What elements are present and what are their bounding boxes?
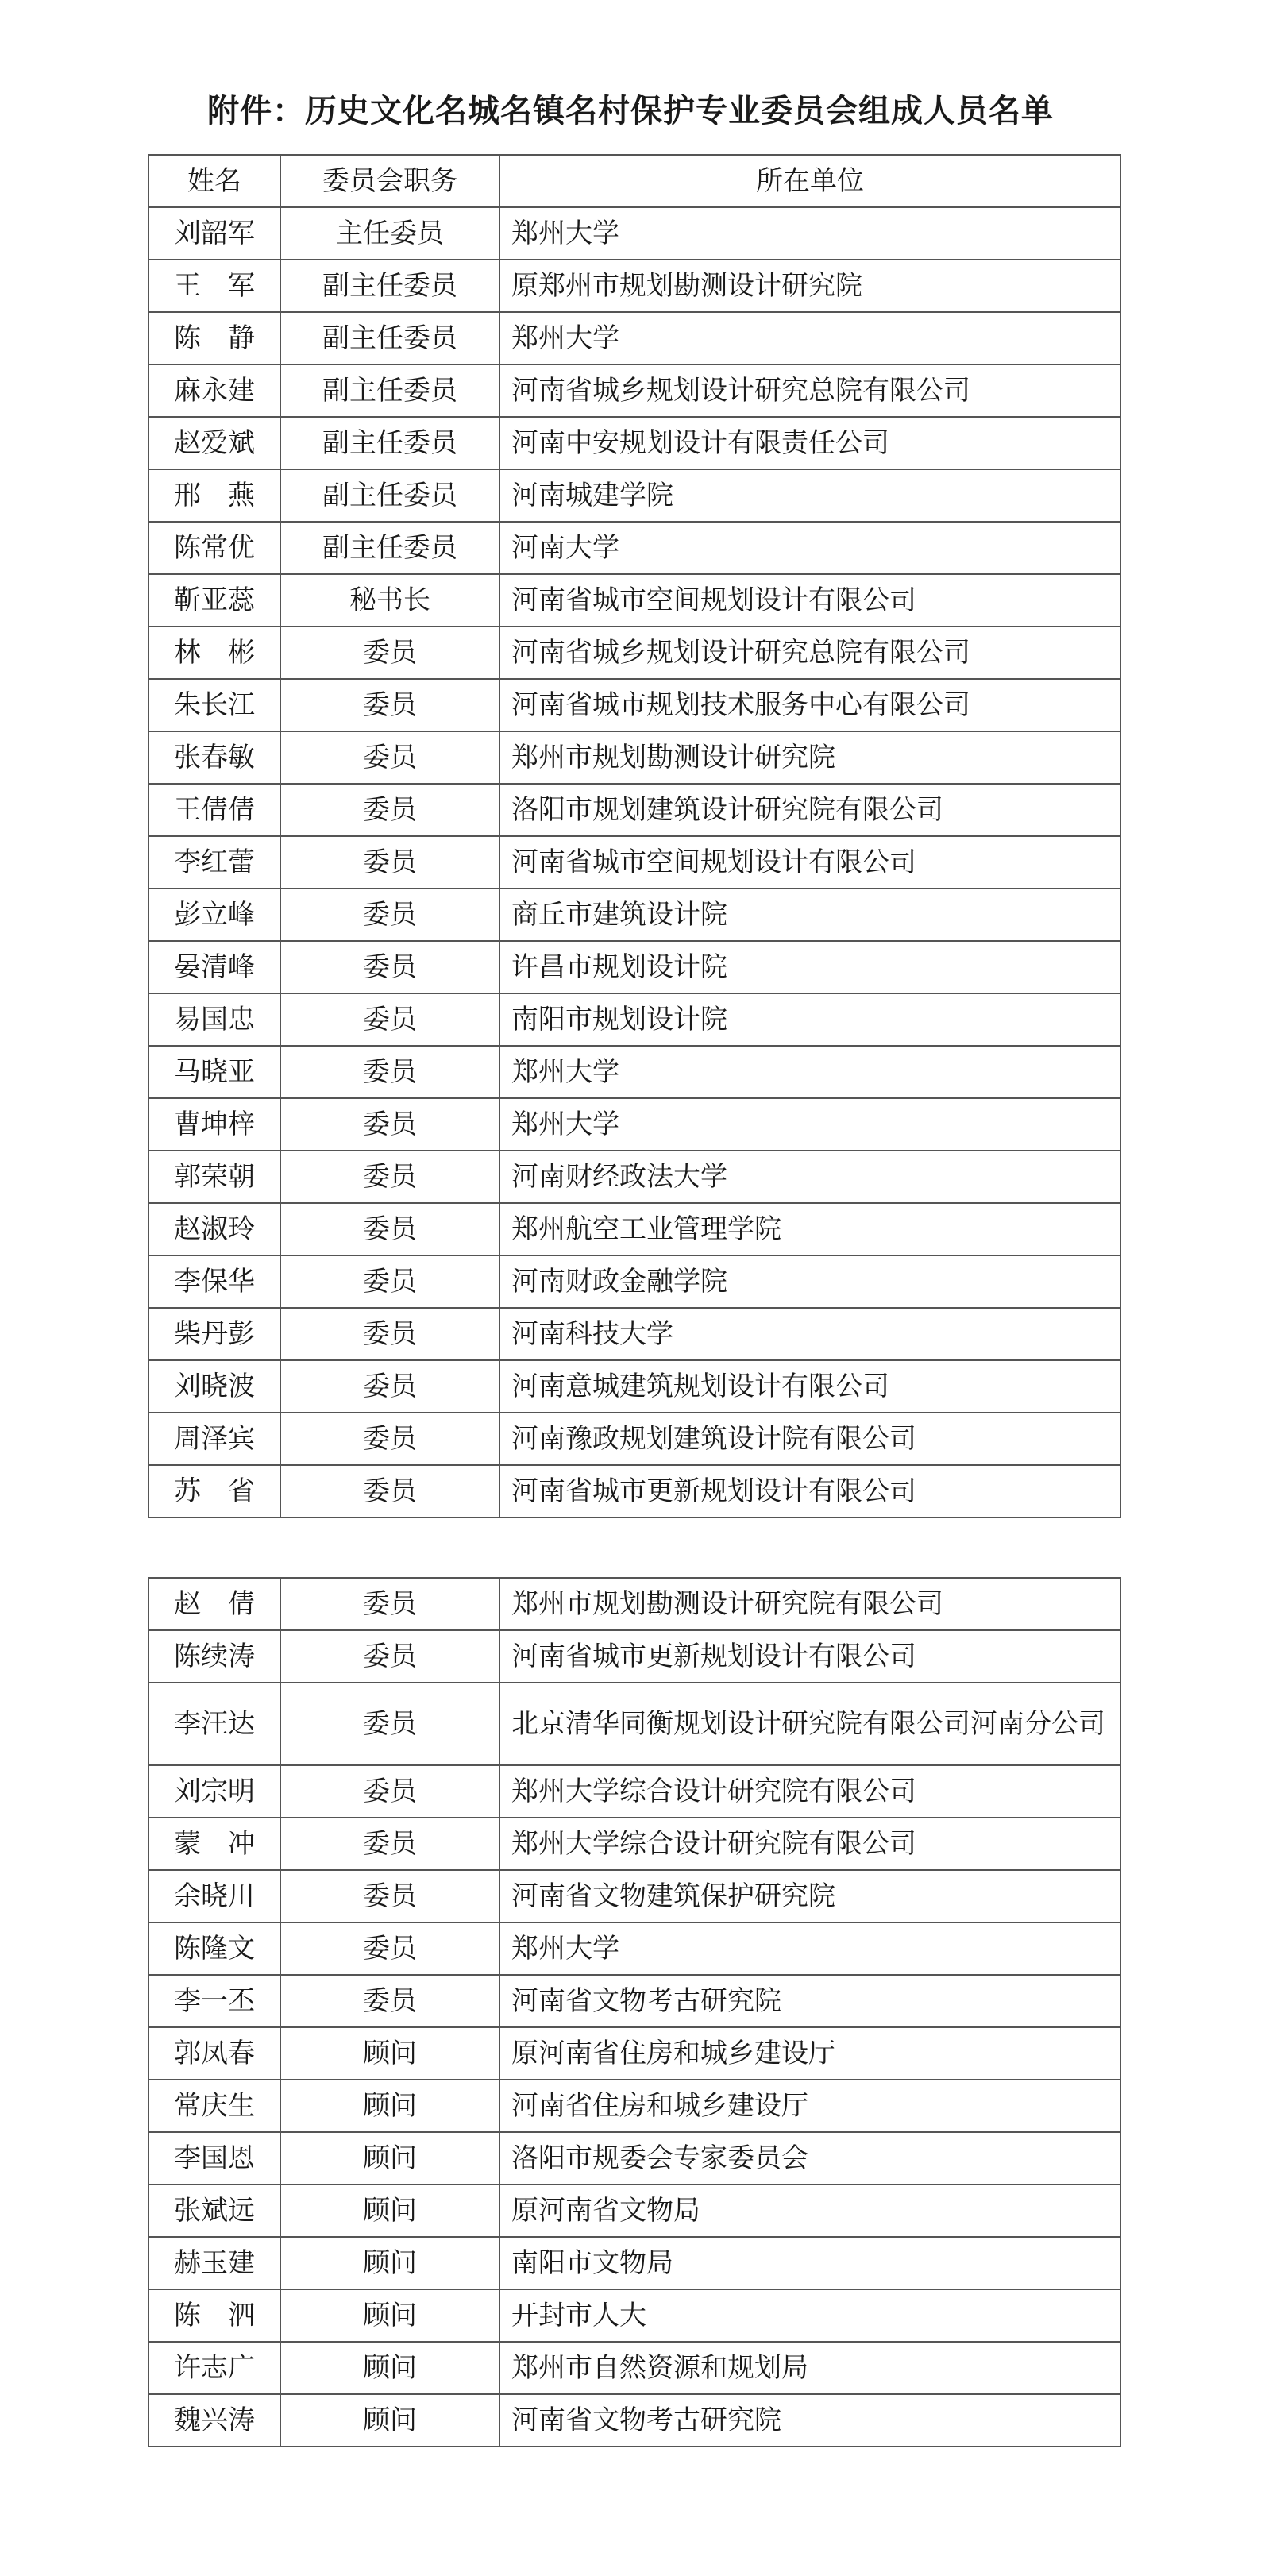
member-role: 委员 bbox=[280, 1818, 499, 1870]
member-role: 委员 bbox=[280, 1046, 499, 1098]
member-unit: 河南省城市规划技术服务中心有限公司 bbox=[499, 679, 1120, 731]
member-role: 委员 bbox=[280, 1465, 499, 1517]
member-name: 李保华 bbox=[148, 1255, 280, 1308]
member-unit: 郑州大学 bbox=[499, 207, 1120, 260]
member-name: 赫玉建 bbox=[148, 2237, 280, 2289]
member-name: 郭荣朝 bbox=[148, 1151, 280, 1203]
member-role: 委员 bbox=[280, 1578, 499, 1630]
member-unit: 河南省城乡规划设计研究总院有限公司 bbox=[499, 627, 1120, 679]
member-role: 顾问 bbox=[280, 2289, 499, 2342]
member-unit: 商丘市建筑设计院 bbox=[499, 889, 1120, 941]
member-unit: 郑州大学综合设计研究院有限公司 bbox=[499, 1818, 1120, 1870]
member-table-page2 bbox=[148, 1577, 1121, 2447]
member-role: 委员 bbox=[280, 1098, 499, 1151]
member-name: 李红蕾 bbox=[148, 836, 280, 889]
member-unit: 郑州大学 bbox=[499, 1098, 1120, 1151]
member-name: 郭凤春 bbox=[148, 2027, 280, 2080]
member-role: 顾问 bbox=[280, 2027, 499, 2080]
table-row bbox=[148, 1255, 1120, 1308]
member-name: 周泽宾 bbox=[148, 1413, 280, 1465]
table-row bbox=[148, 1203, 1120, 1255]
member-name: 赵 倩 bbox=[148, 1578, 280, 1630]
table-row bbox=[148, 1046, 1120, 1098]
member-role: 委员 bbox=[280, 1975, 499, 2027]
member-role: 委员 bbox=[280, 1765, 499, 1818]
member-unit: 洛阳市规委会专家委员会 bbox=[499, 2132, 1120, 2185]
table-row bbox=[148, 784, 1120, 836]
member-name: 陈续涛 bbox=[148, 1630, 280, 1683]
member-name: 林 彬 bbox=[148, 627, 280, 679]
table-row bbox=[148, 1765, 1120, 1818]
member-role: 主任委员 bbox=[280, 207, 499, 260]
member-unit: 郑州大学 bbox=[499, 1922, 1120, 1975]
document-title: 附件：历史文化名城名镇名村保护专业委员会组成人员名单 bbox=[207, 93, 1054, 129]
member-unit: 河南省城市更新规划设计有限公司 bbox=[499, 1630, 1120, 1683]
table-row bbox=[148, 1975, 1120, 2027]
table-row bbox=[148, 469, 1120, 522]
member-unit: 郑州市规划勘测设计研究院有限公司 bbox=[499, 1578, 1120, 1630]
member-role: 委员 bbox=[280, 1255, 499, 1308]
member-unit: 河南意城建筑规划设计有限公司 bbox=[499, 1360, 1120, 1413]
table-row bbox=[148, 627, 1120, 679]
member-unit: 河南省城市空间规划设计有限公司 bbox=[499, 836, 1120, 889]
table-row bbox=[148, 2394, 1120, 2447]
member-name: 曹坤梓 bbox=[148, 1098, 280, 1151]
member-role: 顾问 bbox=[280, 2237, 499, 2289]
member-name: 刘韶军 bbox=[148, 207, 280, 260]
member-role: 顾问 bbox=[280, 2132, 499, 2185]
member-unit: 河南城建学院 bbox=[499, 469, 1120, 522]
member-name: 李一丕 bbox=[148, 1975, 280, 2027]
member-name: 陈隆文 bbox=[148, 1922, 280, 1975]
member-name: 柴丹彭 bbox=[148, 1308, 280, 1360]
member-role: 委员 bbox=[280, 1630, 499, 1683]
member-name: 蒙 冲 bbox=[148, 1818, 280, 1870]
member-name: 许志广 bbox=[148, 2342, 280, 2394]
member-role: 委员 bbox=[280, 1151, 499, 1203]
table-row bbox=[148, 522, 1120, 574]
member-unit: 河南财经政法大学 bbox=[499, 1151, 1120, 1203]
member-unit: 郑州大学 bbox=[499, 312, 1120, 364]
member-role: 委员 bbox=[280, 627, 499, 679]
table-row bbox=[148, 312, 1120, 364]
member-unit: 河南科技大学 bbox=[499, 1308, 1120, 1360]
member-unit: 河南省城乡规划设计研究总院有限公司 bbox=[499, 364, 1120, 417]
member-unit: 郑州市自然资源和规划局 bbox=[499, 2342, 1120, 2394]
member-role: 副主任委员 bbox=[280, 417, 499, 469]
member-unit: 河南省文物考古研究院 bbox=[499, 2394, 1120, 2447]
member-role: 秘书长 bbox=[280, 574, 499, 627]
member-role: 委员 bbox=[280, 993, 499, 1046]
table-row bbox=[148, 1683, 1120, 1765]
member-name: 陈 静 bbox=[148, 312, 280, 364]
table-row bbox=[148, 679, 1120, 731]
member-unit: 河南财政金融学院 bbox=[499, 1255, 1120, 1308]
member-name: 易国忠 bbox=[148, 993, 280, 1046]
member-name: 麻永建 bbox=[148, 364, 280, 417]
table-row bbox=[148, 2342, 1120, 2394]
table-row bbox=[148, 1922, 1120, 1975]
member-unit: 河南省文物考古研究院 bbox=[499, 1975, 1120, 2027]
table-row bbox=[148, 1578, 1120, 1630]
member-name: 马晓亚 bbox=[148, 1046, 280, 1098]
member-unit: 河南省住房和城乡建设厅 bbox=[499, 2080, 1120, 2132]
member-name: 陈常优 bbox=[148, 522, 280, 574]
member-unit: 河南豫政规划建筑设计院有限公司 bbox=[499, 1413, 1120, 1465]
table-row bbox=[148, 731, 1120, 784]
member-role: 委员 bbox=[280, 784, 499, 836]
member-role: 委员 bbox=[280, 1922, 499, 1975]
member-name: 李国恩 bbox=[148, 2132, 280, 2185]
member-role: 顾问 bbox=[280, 2394, 499, 2447]
table-row bbox=[148, 1413, 1120, 1465]
member-name: 彭立峰 bbox=[148, 889, 280, 941]
member-role: 委员 bbox=[280, 1203, 499, 1255]
table-row bbox=[148, 364, 1120, 417]
table-row bbox=[148, 417, 1120, 469]
table-row bbox=[148, 941, 1120, 993]
member-role: 委员 bbox=[280, 836, 499, 889]
member-role: 顾问 bbox=[280, 2080, 499, 2132]
header-unit: 所在单位 bbox=[499, 155, 1120, 207]
table-row bbox=[148, 2080, 1120, 2132]
member-role: 委员 bbox=[280, 1308, 499, 1360]
member-role: 副主任委员 bbox=[280, 469, 499, 522]
table-row bbox=[148, 1465, 1120, 1517]
table-row bbox=[148, 1360, 1120, 1413]
member-unit: 河南省城市空间规划设计有限公司 bbox=[499, 574, 1120, 627]
member-unit: 河南中安规划设计有限责任公司 bbox=[499, 417, 1120, 469]
member-table-page1 bbox=[148, 154, 1121, 1518]
member-role: 顾问 bbox=[280, 2342, 499, 2394]
member-unit: 河南大学 bbox=[499, 522, 1120, 574]
member-unit: 河南省文物建筑保护研究院 bbox=[499, 1870, 1120, 1922]
member-unit: 郑州航空工业管理学院 bbox=[499, 1203, 1120, 1255]
header-name: 姓名 bbox=[148, 155, 280, 207]
table-row bbox=[148, 836, 1120, 889]
member-name: 刘晓波 bbox=[148, 1360, 280, 1413]
member-name: 刘宗明 bbox=[148, 1765, 280, 1818]
member-unit: 河南省城市更新规划设计有限公司 bbox=[499, 1465, 1120, 1517]
member-unit: 南阳市文物局 bbox=[499, 2237, 1120, 2289]
member-role: 副主任委员 bbox=[280, 364, 499, 417]
member-unit: 南阳市规划设计院 bbox=[499, 993, 1120, 1046]
table-row bbox=[148, 574, 1120, 627]
member-role: 委员 bbox=[280, 1413, 499, 1465]
member-unit: 洛阳市规划建筑设计研究院有限公司 bbox=[499, 784, 1120, 836]
table-row bbox=[148, 1098, 1120, 1151]
member-role: 委员 bbox=[280, 889, 499, 941]
member-unit: 原郑州市规划勘测设计研究院 bbox=[499, 260, 1120, 312]
member-role: 委员 bbox=[280, 1870, 499, 1922]
member-unit: 北京清华同衡规划设计研究院有限公司河南分公司 bbox=[499, 1683, 1120, 1765]
table-row bbox=[148, 2027, 1120, 2080]
member-name: 张春敏 bbox=[148, 731, 280, 784]
member-unit: 原河南省文物局 bbox=[499, 2185, 1120, 2237]
member-name: 苏 省 bbox=[148, 1465, 280, 1517]
member-name: 赵爱斌 bbox=[148, 417, 280, 469]
member-name: 陈 泗 bbox=[148, 2289, 280, 2342]
table-row bbox=[148, 993, 1120, 1046]
member-name: 魏兴涛 bbox=[148, 2394, 280, 2447]
table-row bbox=[148, 2237, 1120, 2289]
member-name: 邢 燕 bbox=[148, 469, 280, 522]
member-name: 常庆生 bbox=[148, 2080, 280, 2132]
table-row bbox=[148, 2132, 1120, 2185]
member-unit: 原河南省住房和城乡建设厅 bbox=[499, 2027, 1120, 2080]
member-role: 副主任委员 bbox=[280, 312, 499, 364]
member-name: 晏清峰 bbox=[148, 941, 280, 993]
member-role: 委员 bbox=[280, 1683, 499, 1765]
member-name: 李汪达 bbox=[148, 1683, 280, 1765]
member-role: 副主任委员 bbox=[280, 522, 499, 574]
header-role: 委员会职务 bbox=[280, 155, 499, 207]
member-name: 靳亚蕊 bbox=[148, 574, 280, 627]
member-role: 顾问 bbox=[280, 2185, 499, 2237]
member-role: 委员 bbox=[280, 1360, 499, 1413]
table-row bbox=[148, 207, 1120, 260]
table-row bbox=[148, 889, 1120, 941]
table-row bbox=[148, 1870, 1120, 1922]
member-name: 朱长江 bbox=[148, 679, 280, 731]
table-row bbox=[148, 1151, 1120, 1203]
member-role: 委员 bbox=[280, 731, 499, 784]
member-name: 王 军 bbox=[148, 260, 280, 312]
member-name: 赵淑玲 bbox=[148, 1203, 280, 1255]
table-row bbox=[148, 260, 1120, 312]
member-role: 委员 bbox=[280, 679, 499, 731]
member-unit: 许昌市规划设计院 bbox=[499, 941, 1120, 993]
member-name: 王倩倩 bbox=[148, 784, 280, 836]
table-row bbox=[148, 1630, 1120, 1683]
table-row bbox=[148, 1818, 1120, 1870]
table-row bbox=[148, 1308, 1120, 1360]
table-row bbox=[148, 2289, 1120, 2342]
member-unit: 郑州市规划勘测设计研究院 bbox=[499, 731, 1120, 784]
table-header-row bbox=[148, 155, 1120, 207]
table-row bbox=[148, 2185, 1120, 2237]
member-unit: 开封市人大 bbox=[499, 2289, 1120, 2342]
member-role: 委员 bbox=[280, 941, 499, 993]
member-role: 副主任委员 bbox=[280, 260, 499, 312]
member-unit: 郑州大学 bbox=[499, 1046, 1120, 1098]
member-unit: 郑州大学综合设计研究院有限公司 bbox=[499, 1765, 1120, 1818]
member-name: 张斌远 bbox=[148, 2185, 280, 2237]
member-name: 余晓川 bbox=[148, 1870, 280, 1922]
